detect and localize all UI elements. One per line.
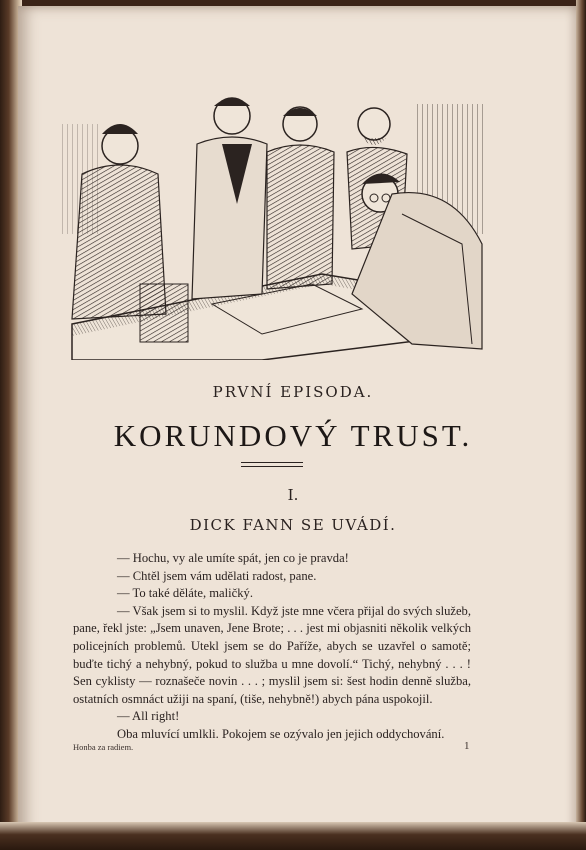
title-divider [241, 462, 303, 467]
paragraph: — All right! [117, 709, 180, 724]
page-title: KORUNDOVÝ TRUST. [113, 418, 473, 453]
footer-book-title: Honba za radiem. [73, 742, 134, 752]
chapter-title: DICK FANN SE UVÁDÍ. [189, 516, 397, 534]
paragraph: — Hochu, vy ale umíte spát, jen co je pravda! [117, 551, 349, 565]
episode-heading: PRVNÍ EPISODA. [212, 383, 374, 401]
illustration-men-at-table [62, 94, 488, 360]
body-text [73, 550, 471, 744]
paragraph: Oba mluvící umlkli. Pokojem se ozývalo jen jejich oddychování. [117, 726, 445, 741]
book-bottom-edge [0, 822, 586, 850]
paragraph: — Však jsem si to myslil. Když jste mne včera přijal do svých služeb, pane, řekl jste: „Jsem unaven, Jene Brote; . . . jest mi objasniti několik velkých policejních problemů. Utekl jsem se do Paříže, abych se uzavřel o samotě; buďte tichý a nehybný, pokud to služba u mne dovolí.“ Tichý, nehybný . . . ! Sen cyklisty — roznašeče novin . . . ; myslil jsem si: šest hodin denně služba, ostatních osmnáct užiji na spaní, (tiše, nehybně!) abych pána uspokojil. [73, 603, 471, 706]
paragraph: — To také děláte, maličký. [117, 586, 253, 601]
chapter-number: I. [287, 486, 299, 504]
paragraph: — Chtěl jsem vám udělati radost, pane. [117, 568, 317, 583]
page-number: 1 [464, 740, 470, 752]
